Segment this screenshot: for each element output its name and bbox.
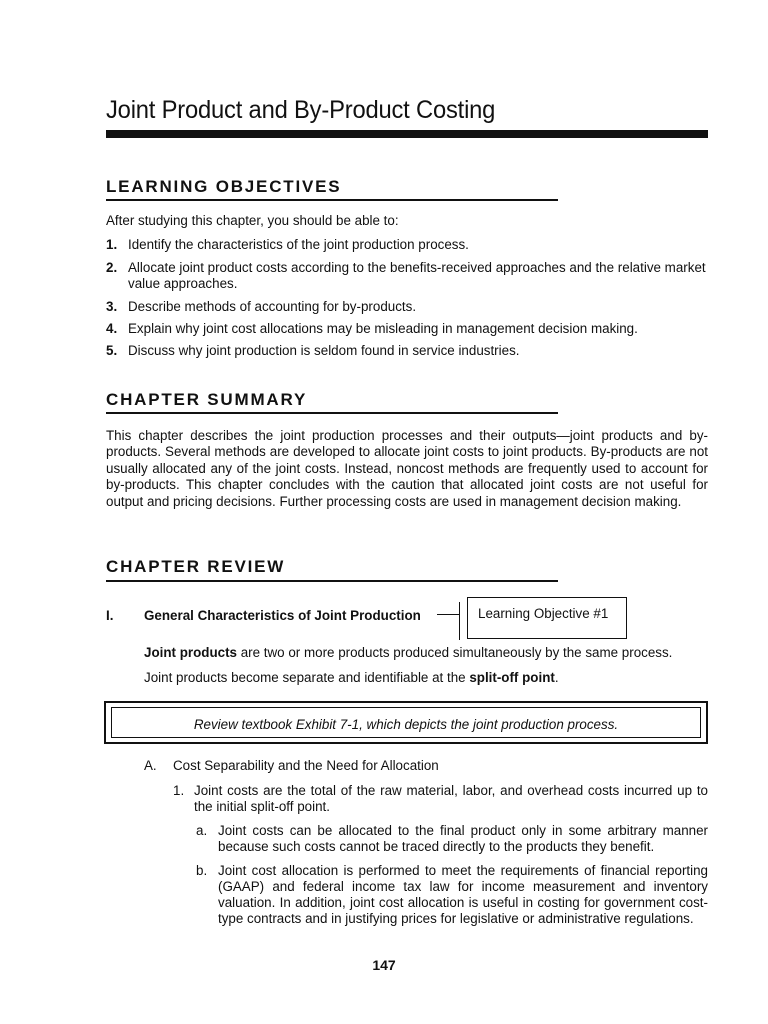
chapter-summary-rule xyxy=(106,412,558,414)
learning-objectives-heading: LEARNING OBJECTIVES xyxy=(106,177,342,196)
outline-text-a-sub: Joint costs can be allocated to the final product only in some arbitrary manner because such costs cannot be traced directly to the products they benefit. xyxy=(218,823,708,854)
objective-number: 3. xyxy=(106,299,118,314)
chapter-review-heading: CHAPTER REVIEW xyxy=(106,557,286,576)
objectives-intro: After studying this chapter, you should be able to: xyxy=(106,213,399,228)
section-heading: General Characteristics of Joint Production xyxy=(144,608,421,623)
learning-objective-tag: Learning Objective #1 xyxy=(467,597,627,639)
outline-text-b-sub: Joint cost allocation is performed to meet the requirements of financial reporting (GAAP) and federal income tax law for income measurement and inventory valuation. In addition, joint cost allocation is useful in costing for government cost-type contracts and in justifying prices for legislative or administrative regulations. xyxy=(218,863,708,926)
learning-objectives-rule xyxy=(106,199,558,201)
objective-item xyxy=(106,260,711,292)
page-title: Joint Product and By-Product Costing xyxy=(106,96,496,124)
objective-item xyxy=(106,321,711,337)
outline-text-1: Joint costs are the total of the raw material, labor, and overhead costs incurred up to the initial split-off point. xyxy=(194,783,708,814)
objective-number: 4. xyxy=(106,321,118,336)
objective-number: 2. xyxy=(106,260,118,275)
objective-item xyxy=(106,299,711,315)
page-number: 147 xyxy=(372,957,396,973)
outline-label-1: 1. xyxy=(173,783,185,798)
review-note: Review textbook Exhibit 7-1, which depicts the joint production process. xyxy=(111,707,701,738)
learning-objective-connector xyxy=(437,614,459,615)
joint-products-def: are two or more products produced simultaneously by the same process. xyxy=(237,645,673,660)
review-note-box xyxy=(104,701,708,744)
split-off-sentence xyxy=(144,670,559,685)
chapter-review-rule xyxy=(106,580,558,582)
outline-label-b-sub: b. xyxy=(196,863,208,878)
outline-label-a: A. xyxy=(144,758,157,773)
objective-text: Identify the characteristics of the joint production process. xyxy=(128,237,469,252)
split-off-term: split-off point xyxy=(469,670,555,685)
split-off-suffix: . xyxy=(554,670,559,685)
section-number: I. xyxy=(106,608,114,623)
title-rule xyxy=(106,130,708,138)
learning-objective-bracket xyxy=(459,602,460,640)
objective-text: Allocate joint product costs according to the benefits-received approaches and the relative market value approaches. xyxy=(128,260,706,291)
outline-label-a-sub: a. xyxy=(196,823,208,838)
objective-text: Explain why joint cost allocations may be misleading in management decision making. xyxy=(128,321,638,336)
chapter-summary-text: This chapter describes the joint production processes and their outputs—joint products and by-products. Several methods are developed to allocate joint costs to joint products. By-products are not usually allocated any of the joint costs. Instead, noncost methods are frequently used to account for by-products. This chapter concludes with the caution that allocated joint costs are not useful for output and pricing decisions. Further processing costs are used in management decision making. xyxy=(106,428,708,509)
objective-item xyxy=(106,237,711,253)
joint-products-term: Joint products xyxy=(144,645,237,660)
objective-item xyxy=(106,343,711,359)
objective-text: Describe methods of accounting for by-products. xyxy=(128,299,417,314)
objective-text: Discuss why joint production is seldom found in service industries. xyxy=(128,343,520,358)
objective-number: 1. xyxy=(106,237,118,252)
chapter-summary-heading: CHAPTER SUMMARY xyxy=(106,390,308,409)
split-off-prefix: Joint products become separate and identifiable at the xyxy=(144,670,470,685)
objective-number: 5. xyxy=(106,343,118,358)
outline-heading-a: Cost Separability and the Need for Allocation xyxy=(173,758,439,773)
joint-products-definition xyxy=(144,645,672,660)
